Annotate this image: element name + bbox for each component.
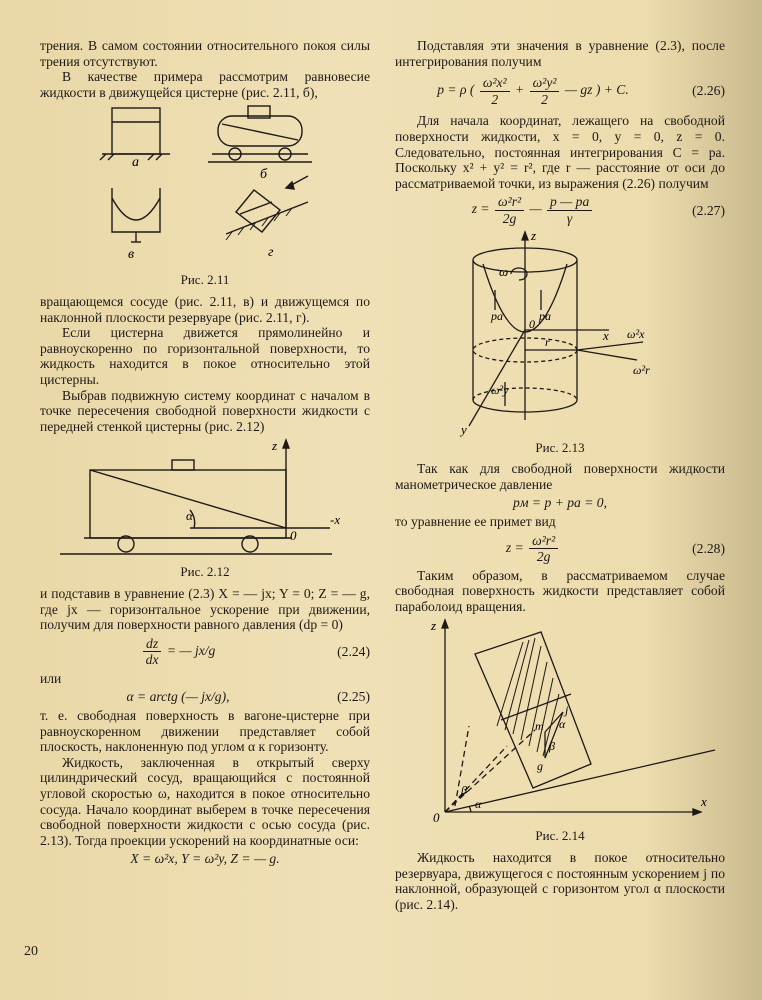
figure-2-14-drawing <box>395 616 725 826</box>
figure-2-12 <box>40 436 370 562</box>
equation-pm: pм = p + pa = 0, <box>513 495 607 511</box>
omega-label: ω <box>499 263 509 279</box>
left-column <box>40 38 370 870</box>
axis-x: -x <box>330 512 341 528</box>
equation-2-24: $\frac{dz}{dx}$ = — jx/g (2.24) <box>40 636 370 668</box>
vector-g: g <box>537 759 543 774</box>
angle-alpha: α <box>475 797 482 812</box>
label-a: а <box>132 155 139 171</box>
point-m: m <box>535 719 544 734</box>
paragraph: Так как для свободной поверхности жидкости манометрическое давление <box>395 461 725 492</box>
paragraph: В качестве примера рассмотрим равновесие жидкости в движущейся цистерне (рис. 2.11, б), <box>40 69 370 100</box>
equation-projections: X = ω²x, Y = ω²y, Z = — g. <box>130 851 280 867</box>
right-column <box>395 38 725 912</box>
paragraph: Для начала координат, лежащего на свободной поверхности жидкости, x = 0, y = 0, z = 0. Следовательно, постоянная интегрирования C = pa. Поскольку x² + y² = r², где r — расстояние от оси до рассматриваемой точки, из выражения (2.26) получим <box>395 113 725 191</box>
paragraph: Подставляя эти значения в уравнение (2.3), после интегрирования получим <box>395 38 725 69</box>
angle-beta: β <box>461 783 467 798</box>
vector-j: j <box>565 703 569 718</box>
paragraph: Если цистерна движется прямолинейно и равноускоренно по горизонтальной поверхности, то жидкость находится в покое относительно этой цистерны. <box>40 325 370 387</box>
angle-alpha: α <box>559 717 566 732</box>
axis-y: y <box>461 421 467 437</box>
label-b: б <box>260 167 268 183</box>
page-number: 20 <box>24 944 38 959</box>
pa-label: pa <box>491 308 503 323</box>
pa-label: pa <box>539 308 551 323</box>
figure-caption: Рис. 2.12 <box>180 564 230 580</box>
origin: 0 <box>529 316 535 331</box>
paragraph: вращающемся сосуде (рис. 2.11, в) и движущемся по наклонной плоскости резервуаре (рис. 2.11, г). <box>40 293 370 325</box>
paragraph: Таким образом, в рассматриваемом случае свободная поверхность жидкости представляет собой параболоид вращения. <box>395 567 725 614</box>
paragraph: т. е. свободная поверхность в вагоне-цистерне при равноускоренном движении представляет собой плоскость, наклоненную под углом α к горизонту. <box>40 708 370 755</box>
figure-caption: Рис. 2.14 <box>535 828 585 844</box>
axis-z: z <box>531 229 537 243</box>
axis-z: z <box>272 438 278 454</box>
paragraph: Жидкость находится в покое относительно резервуара, движущегося с постоянным ускорением j по наклонной, образующей с горизонтом угол α плоскости (рис. 2.14). <box>395 850 725 912</box>
paragraph: трения. В самом состоянии относительного покоя силы трения отсутствуют. <box>40 38 370 69</box>
equation-2-27: z = $\frac{\text{ω²r²}}{2g}$ — $\frac{p — pa}{\gamma}$ (2.27) <box>471 194 725 226</box>
paragraph: или <box>40 670 62 686</box>
axis-z: z <box>431 618 437 634</box>
equation-2-25: α = arctg (— jx/g), (2.25) <box>126 689 370 705</box>
paragraph: то уравнение ее примет вид <box>395 513 556 529</box>
figure-caption: Рис. 2.11 <box>180 272 230 288</box>
axis-x: x <box>701 794 707 810</box>
angle-alpha: α <box>186 508 193 524</box>
figure-2-11-drawing <box>40 102 370 270</box>
equation-2-28: z = $\frac{\text{ω²r²}}{2g}$ (2.28) <box>505 532 725 565</box>
r-label: r <box>545 334 550 349</box>
figure-2-14 <box>395 616 725 826</box>
figure-2-12-drawing <box>40 436 370 562</box>
figure-2-13-drawing <box>395 230 725 438</box>
paragraph: Выбрав подвижную систему координат с началом в точке пересечения свободной поверхности жидкости с передней стенкой цистерны (рис. 2.12) <box>40 387 370 434</box>
omega2y-label: ω²y <box>491 382 509 397</box>
axis-x: x <box>603 327 609 343</box>
label-v: в <box>128 247 135 263</box>
figure-2-11 <box>40 102 370 270</box>
angle-beta: β <box>549 739 555 754</box>
figure-caption: Рис. 2.13 <box>535 439 585 455</box>
label-g: г <box>268 245 274 261</box>
equation-2-26: p = ρ ( $\frac{\text{ω²x²}}{2}$ + $\frac{\text{ω²y²}}{2}$ — gz ) + C. (2.26) <box>437 75 725 107</box>
origin: 0 <box>290 528 297 544</box>
paragraph: Жидкость, заключенная в открытый сверху цилиндрический сосуд, вращающийся с постоянной угловой скоростью ω, находится в покое относительно сосуда. Начало координат выберем в точке пересечения свободной поверхности жидкости с осью сосуда (рис. 2.13). Тогда проекции ускорений на координатные оси: <box>40 754 370 848</box>
omega2r-label: ω²r <box>633 362 650 377</box>
omega2x-label: ω²x <box>627 326 645 341</box>
figure-2-13 <box>395 230 725 438</box>
paragraph: и подставив в уравнение (2.3) X = — jx; Y = 0; Z = — g, где jx — горизонтальное ускорение при движении, получим для поверхности равного давления (dp = 0) <box>40 585 370 633</box>
origin: 0 <box>433 810 440 826</box>
